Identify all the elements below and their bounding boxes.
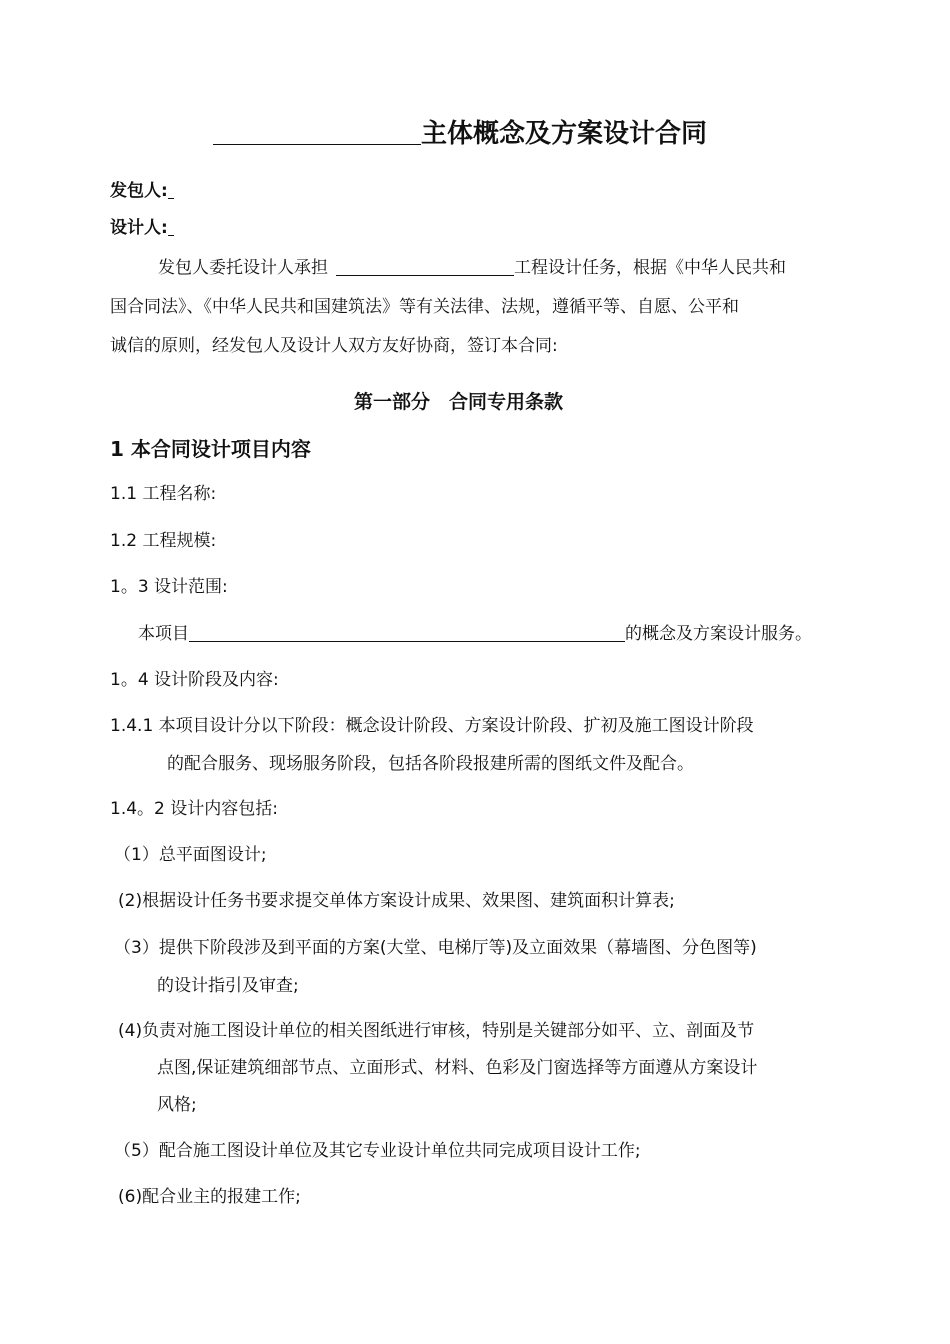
section-heading: 1 本合同设计项目内容 — [110, 437, 311, 461]
item-4-line-1: (4)负责对施工图设计单位的相关图纸进行审核，特别是关键部分如平、立、剖面及节 — [118, 1021, 755, 1041]
item-4-line-3: 风格; — [157, 1095, 197, 1115]
document-title-line — [213, 118, 707, 147]
preamble-line-2: 国合同法》、《中华人民共和国建筑法》等有关法律、法规，遵循平等、自愿、公平和 — [110, 297, 739, 317]
item-3-line-2: 的设计指引及审查; — [157, 976, 299, 996]
scope-blank — [189, 625, 625, 642]
project-blank — [336, 259, 514, 276]
item-6: (6)配合业主的报建工作; — [118, 1187, 301, 1207]
preamble-line-3: 诚信的原则，经发包人及设计人双方友好协商，签订本合同: — [110, 336, 558, 356]
preamble-line-1: 发包人委托设计人承担 工程设计任务，根据《中华人民共和 — [158, 258, 786, 278]
party-a-label: 发包人: — [110, 183, 174, 200]
item-2: (2)根据设计任务书要求提交单体方案设计成果、效果图、建筑面积计算表; — [118, 891, 675, 911]
part-heading: 第一部分 合同专用条款 — [354, 391, 564, 413]
clause-1-4-1-line-2: 的配合服务、现场服务阶段，包括各阶段报建所需的图纸文件及配合。 — [167, 754, 694, 774]
clause-1-4-2: 1.4。2 设计内容包括: — [110, 799, 278, 819]
clause-1-2: 1.2 工程规模: — [110, 531, 217, 551]
project-name-blank — [213, 118, 421, 145]
clause-1-3-scope: 本项目 的概念及方案设计服务。 — [138, 624, 812, 644]
item-5: （5）配合施工图设计单位及其它专业设计单位共同完成项目设计工作; — [114, 1141, 641, 1161]
item-4-line-2: 点图,保证建筑细部节点、立面形式、材料、色彩及门窗选择等方面遵从方案设计 — [157, 1058, 758, 1078]
clause-1-4-1-line-1: 1.4.1 本项目设计分以下阶段：概念设计阶段、方案设计阶段、扩初及施工图设计阶段 — [110, 716, 754, 736]
clause-1-1: 1.1 工程名称: — [110, 484, 217, 504]
item-1: （1）总平面图设计; — [114, 845, 267, 865]
party-b-label: 设计人: — [110, 220, 174, 237]
clause-1-3: 1。3 设计范围: — [110, 577, 228, 597]
item-3-line-1: （3）提供下阶段涉及到平面的方案(大堂、电梯厅等)及立面效果（幕墙图、分色图等) — [114, 938, 757, 958]
clause-1-4: 1。4 设计阶段及内容: — [110, 670, 279, 690]
document-title: 主体概念及方案设计合同 — [421, 119, 708, 149]
